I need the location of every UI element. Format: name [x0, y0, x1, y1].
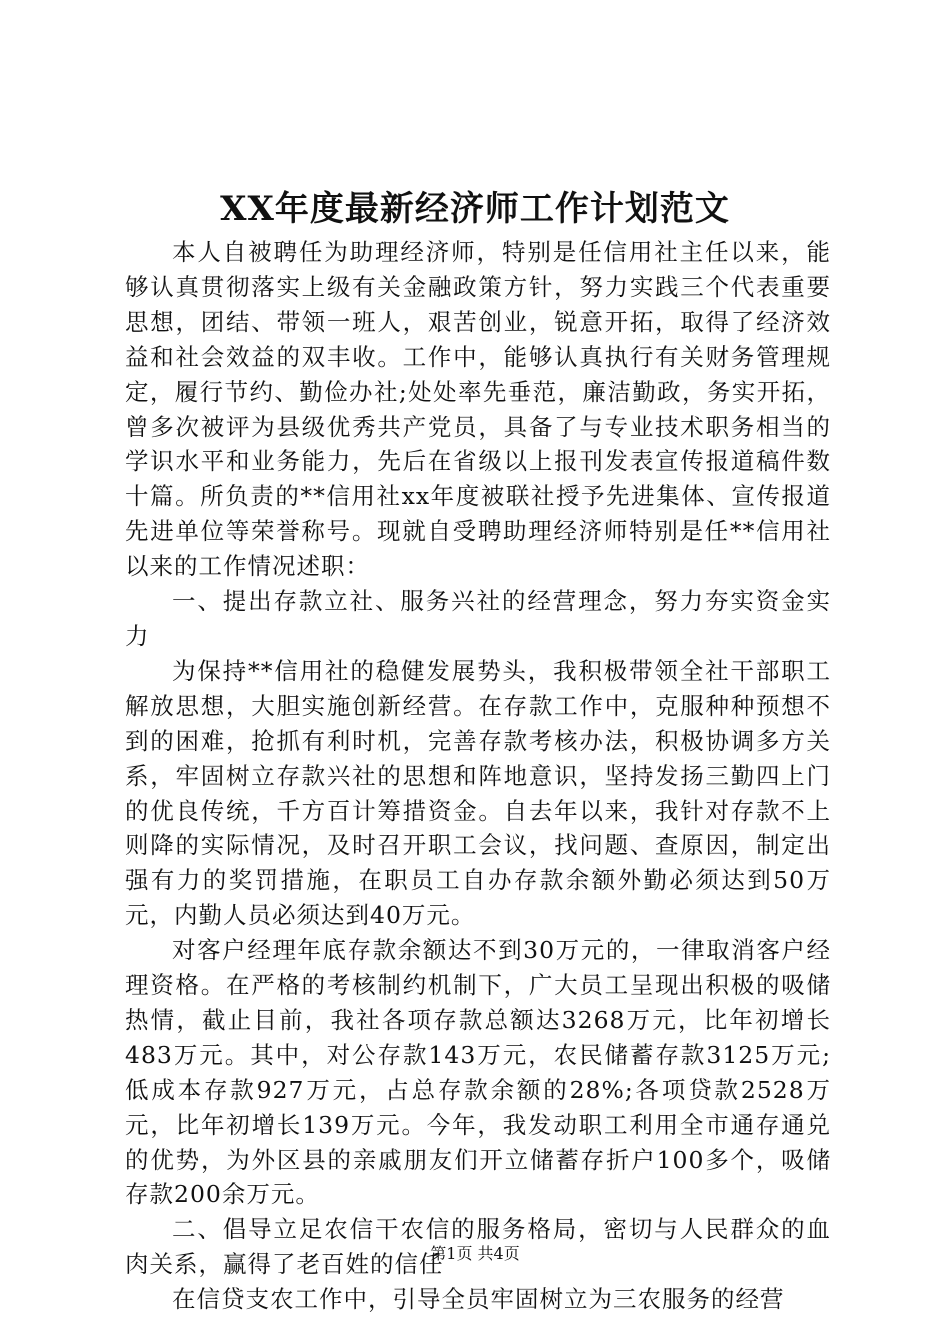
paragraph-intro: 本人自被聘任为助理经济师，特别是任信用社主任以来，能够认真贯彻落实上级有关金融政策方针，努力实践三个代表重要思想，团结、带领一班人，艰苦创业，锐意开拓，取得了经济效益和社会效益的双丰收。工作中，能够认真执行有关财务管理规定，履行节约、勤俭办社;处处率先垂范，廉洁勤政，务实开拓，曾多次被评为县级优秀共产党员，具备了与专业技术职务相当的学识水平和业务能力，先后在省级以上报刊发表宣传报道稿件数十篇。所负责的**信用社xx年度被联社授予先进集体、宣传报道先进单位等荣誉称号。现就自受聘助理经济师特别是任**信用社以来的工作情况述职：	[125, 238, 831, 581]
section-heading-2: 二、倡导立足农信干农信的服务格局，密切与人民群众的血肉关系，赢得了老百姓的信任	[125, 1215, 831, 1279]
document-body	[125, 235, 831, 1317]
paragraph-credit: 在信贷支农工作中，引导全员牢固树立为三农服务的经营	[172, 1285, 785, 1314]
page-footer: 第1页 共4页	[430, 1244, 520, 1263]
document-title: XX年度最新经济师工作计划范文	[220, 189, 730, 229]
paragraph-deposits: 为保持**信用社的稳健发展势头，我积极带领全社干部职工解放思想，大胆实施创新经营。在存款工作中，克服种种预想不到的困难，抢抓有利时机，完善存款考核办法，积极协调多方关系，牢固树立存款兴社的思想和阵地意识，坚持发扬三勤四上门的优良传统，千方百计筹措资金。自去年以来，我针对存款不上则降的实际情况，及时召开职工会议，找问题、查原因，制定出强有力的奖罚措施，在职员工自办存款余额外勤必须达到50万元，内勤人员必须达到40万元。	[125, 656, 831, 930]
paragraph-results: 对客户经理年底存款余额达不到30万元的，一律取消客户经理资格。在严格的考核制约机制下，广大员工呈现出积极的吸储热情，截止目前，我社各项存款总额达3268万元，比年初增长483万元。其中，对公存款143万元，农民储蓄存款3125万元;低成本存款927万元，占总存款余额的28%;各项贷款2528万元，比年初增长139万元。今年，我发动职工利用全市通存通兑的优势，为外区县的亲戚朋友们开立储蓄存折户100多个，吸储存款200余万元。	[125, 936, 831, 1209]
section-heading-1: 一、提出存款立社、服务兴社的经营理念，努力夯实资金实力	[125, 587, 831, 650]
